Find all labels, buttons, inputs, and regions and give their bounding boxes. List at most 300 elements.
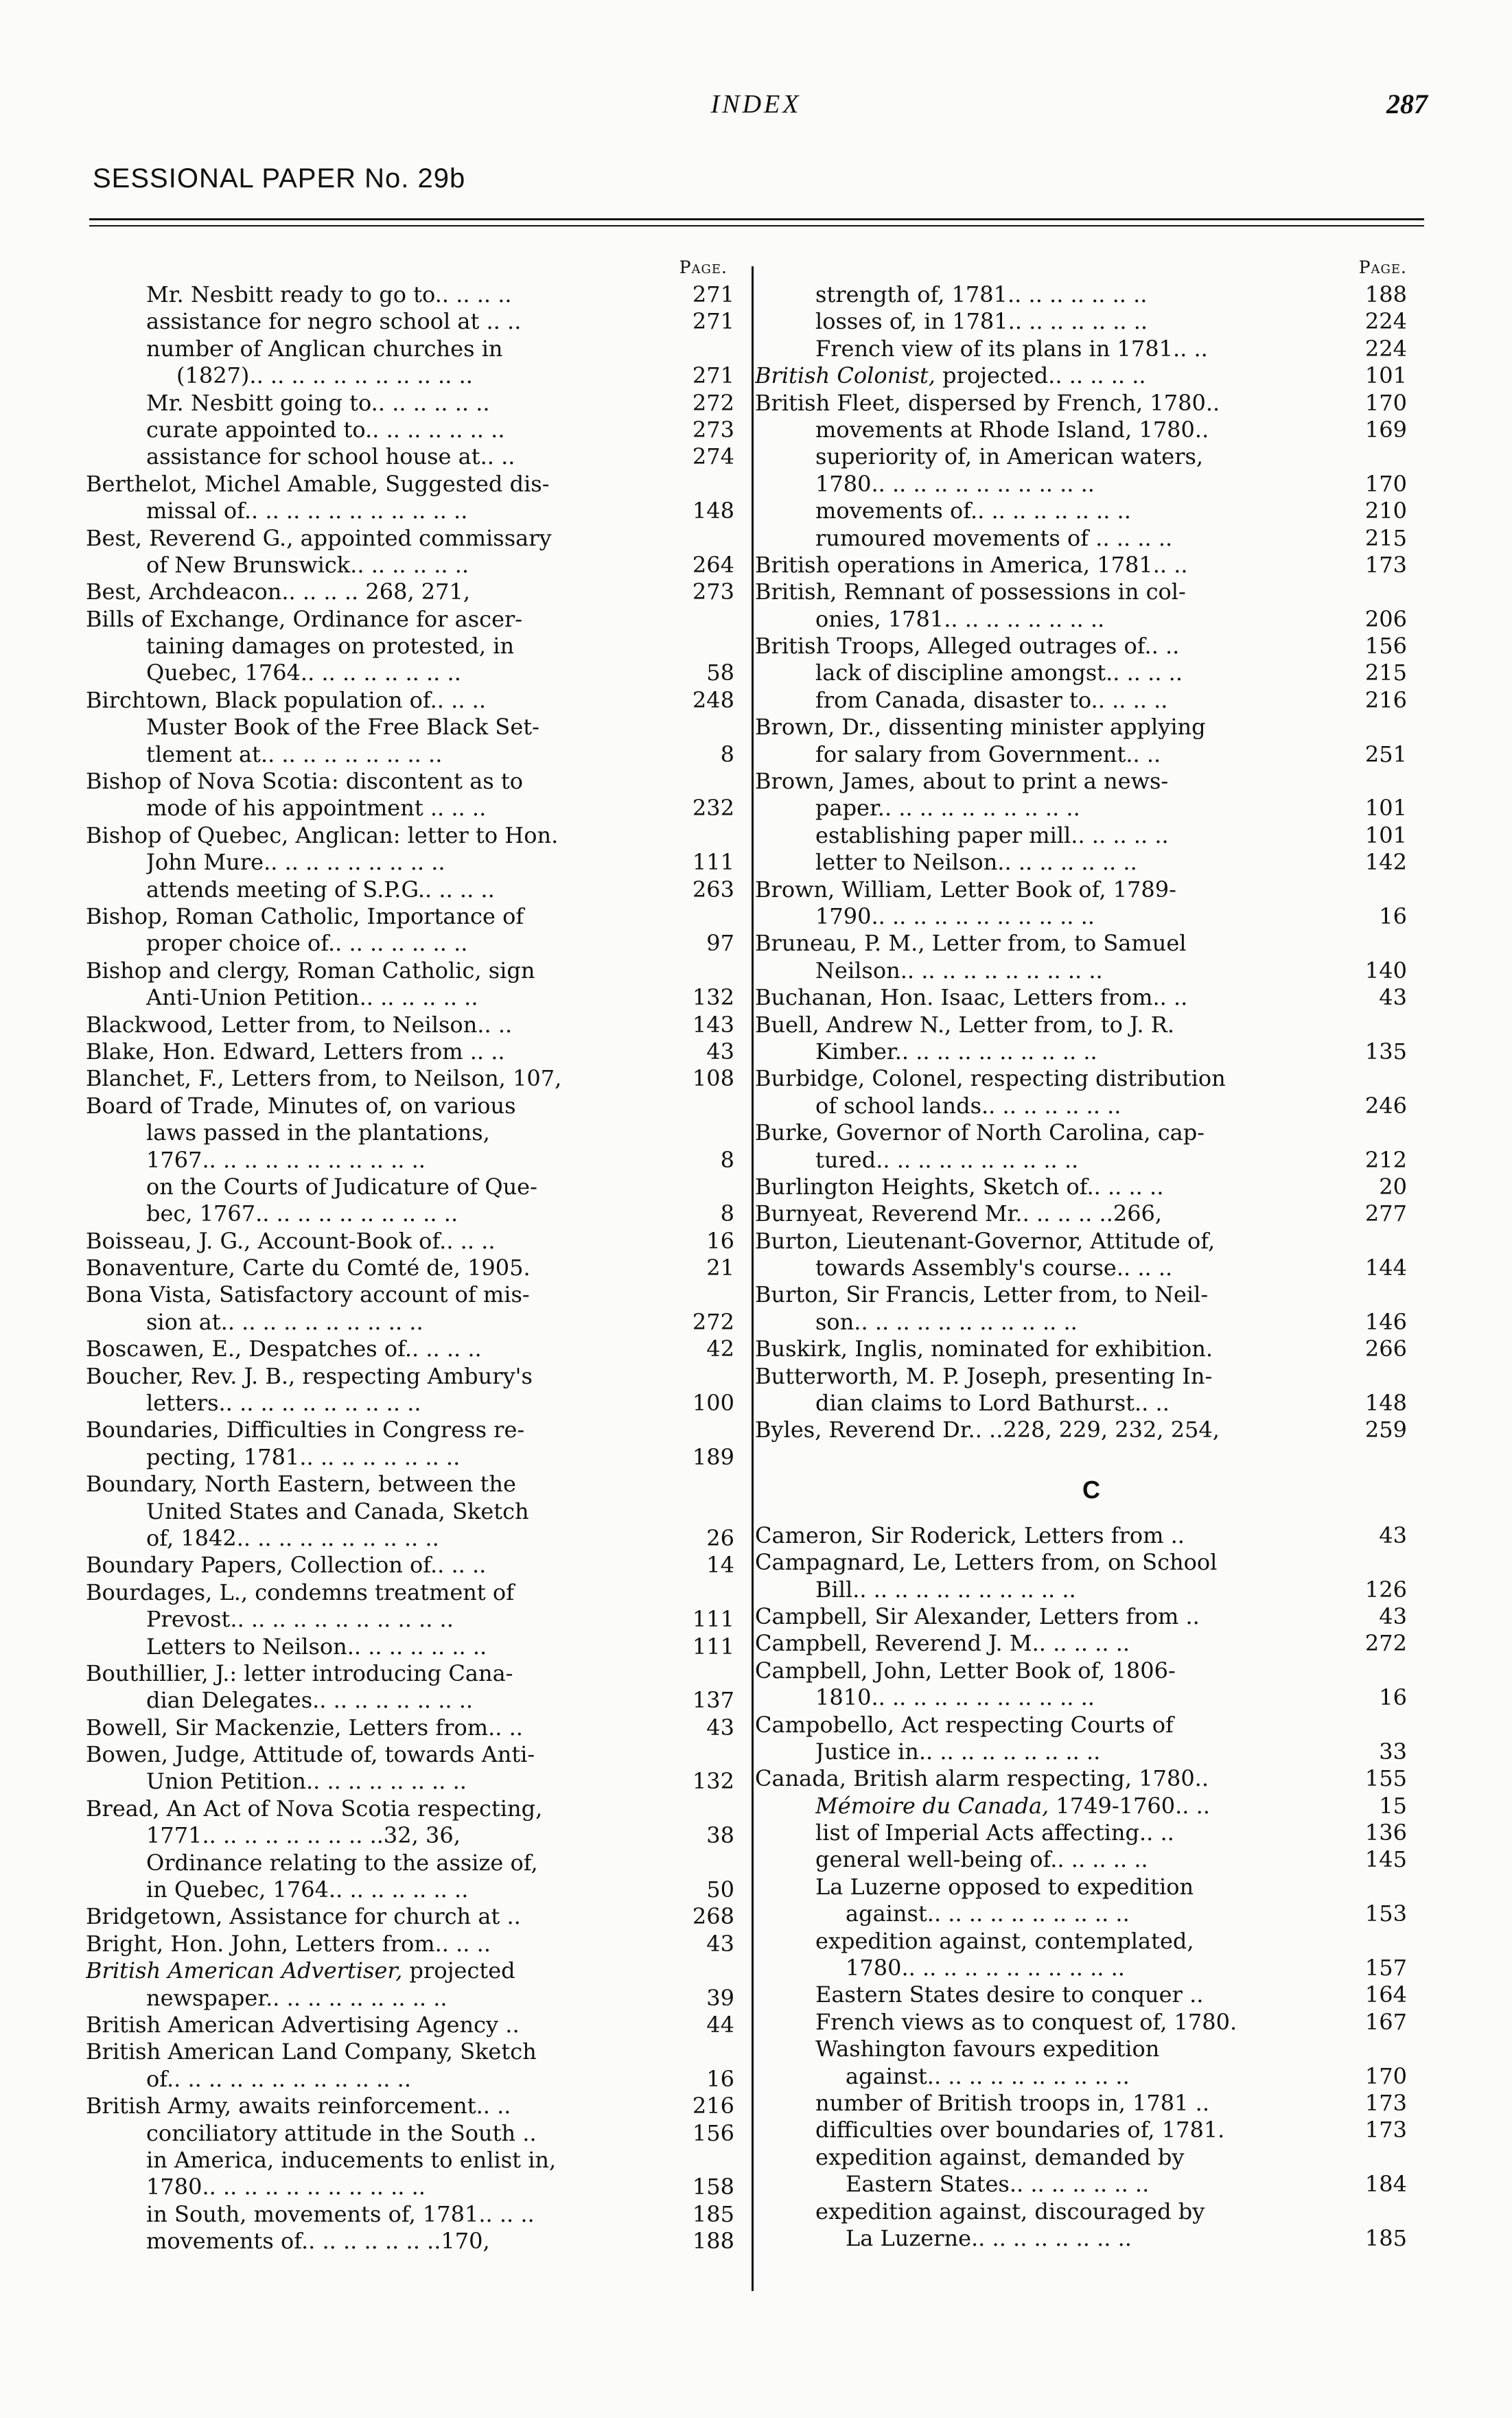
index-entry-text: difficulties over boundaries of, 1781.: [815, 2117, 1225, 2143]
index-entry: [755, 1255, 1428, 1281]
index-entry: [86, 1471, 741, 1498]
index-entry-text: Muster Book of the Free Black Set-: [146, 714, 539, 741]
index-entry-page: 167: [1361, 2009, 1407, 2036]
index-entry-text: 1767.. .. .. .. .. .. .. .. .. .. ..: [146, 1146, 426, 1173]
index-entry-text: losses of, in 1781.. .. .. .. .. .. ..: [815, 308, 1148, 335]
index-entry: [755, 930, 1428, 957]
index-entry: [755, 1417, 1428, 1443]
index-entry-text: letter to Neilson.. .. .. .. .. .. ..: [815, 849, 1137, 876]
index-entry-text: Bishop of Nova Scotia: discontent as to: [86, 768, 523, 795]
index-entry-text: British operations in America, 1781.. ..: [755, 551, 1188, 578]
index-entry-page: 215: [1361, 660, 1407, 686]
index-entry: [755, 308, 1428, 335]
index-entry-text: British American Land Company, Sketch: [86, 2038, 537, 2065]
index-entry-text: of, 1842.. .. .. .. .. .. .. .. .. ..: [146, 1524, 439, 1551]
index-entry-page: 274: [688, 443, 734, 470]
index-entry-page: 148: [688, 498, 734, 524]
index-entry-text: Burton, Sir Francis, Letter from, to Neil-: [755, 1281, 1209, 1308]
index-entry-text: general well-being of.. .. .. .. ..: [815, 1846, 1148, 1873]
index-entry-text: Ordinance relating to the assize of,: [146, 1849, 538, 1876]
index-entry-page: 135: [1361, 1038, 1407, 1065]
index-entry: [755, 1309, 1428, 1336]
index-entry: [86, 1119, 741, 1146]
index-entry-text: Union Petition.. .. .. .. .. .. .. ..: [146, 1768, 467, 1795]
index-entry-page: 210: [1361, 498, 1407, 524]
index-entry-text: laws passed in the plantations,: [146, 1119, 490, 1146]
index-entry: [755, 1684, 1428, 1711]
index-entry: [86, 1903, 741, 1930]
index-entry: [86, 2147, 741, 2174]
index-entry-page: 143: [688, 1012, 734, 1038]
index-entry-text: Board of Trade, Minutes of, on various: [86, 1092, 516, 1119]
index-entry: [86, 1200, 741, 1227]
index-entry-text: Burnyeat, Reverend Mr.. .. .. .. ..266,: [755, 1200, 1163, 1227]
index-entry-text: letters.. .. .. .. .. .. .. .. .. ..: [146, 1390, 421, 1417]
index-entry: [755, 1228, 1428, 1255]
index-entry-page: 272: [1361, 1630, 1407, 1657]
index-entry-page: 259: [1361, 1417, 1407, 1443]
index-entry: [86, 1660, 741, 1687]
index-entry-page: 132: [688, 984, 734, 1011]
index-entry: [86, 1012, 741, 1038]
index-entry-page: 224: [1361, 336, 1407, 362]
index-entry-text: number of British troops in, 1781 ..: [815, 2090, 1209, 2116]
index-entry: [755, 984, 1428, 1011]
index-entry-page: 185: [1361, 2225, 1407, 2252]
index-entry-text: Buskirk, Inglis, nominated for exhibition.: [755, 1336, 1213, 1362]
index-entry-page: 157: [1361, 1955, 1407, 1981]
index-entry: [86, 876, 741, 903]
index-entry-page: 101: [1361, 822, 1407, 849]
index-entry: [86, 2228, 741, 2255]
index-entry: [755, 1038, 1428, 1065]
index-entry-text: assistance for negro school at .. ..: [146, 308, 522, 335]
index-entry-page: 248: [688, 687, 734, 714]
index-entry: [755, 1793, 1428, 1820]
index-entry-page: 188: [1361, 281, 1407, 308]
index-entry: [86, 1552, 741, 1579]
index-entry: [755, 903, 1428, 930]
index-entry: [755, 471, 1428, 498]
index-entry: [755, 1336, 1428, 1362]
index-entry-text: on the Courts of Judicature of Que-: [146, 1173, 537, 1200]
index-entry-page: 156: [1361, 633, 1407, 660]
index-entry-text: Boscawen, E., Despatches of.. .. .. ..: [86, 1336, 482, 1362]
index-entry-text: dian claims to Lord Bathurst.. ..: [815, 1390, 1170, 1417]
index-entry-text: paper.. .. .. .. .. .. .. .. .. ..: [815, 795, 1080, 822]
index-entry-page: 15: [1375, 1793, 1407, 1820]
index-entry: [755, 741, 1428, 768]
index-entry: [755, 552, 1428, 579]
index-entry: [86, 1336, 741, 1362]
index-entry: [86, 443, 741, 470]
index-entry: [755, 2171, 1428, 2198]
index-entry-text: number of Anglican churches in: [146, 335, 503, 362]
index-entry-text: British Fleet, dispersed by French, 1780..: [755, 389, 1220, 416]
index-entry: [86, 930, 741, 957]
index-entry: [86, 606, 741, 633]
index-entry-text: Burke, Governor of North Carolina, cap-: [755, 1119, 1205, 1146]
index-entry: [86, 1714, 741, 1741]
index-entry-page: 140: [1361, 957, 1407, 984]
index-entry: [755, 1390, 1428, 1417]
index-entry-text: 1771.. .. .. .. .. .. .. .. ..32, 36,: [146, 1822, 461, 1849]
index-entry-page: 170: [1361, 390, 1407, 417]
index-entry-page: 39: [702, 1985, 734, 2012]
index-entry-page: 43: [1375, 1603, 1407, 1630]
index-entry-text: Washington favours expedition: [815, 2036, 1160, 2062]
index-entry-text: Byles, Reverend Dr.. ..228, 229, 232, 254,: [755, 1417, 1220, 1443]
index-entry-text: conciliatory attitude in the South ..: [146, 2119, 537, 2146]
index-entry: [86, 1498, 741, 1525]
index-entry: [86, 1850, 741, 1876]
index-entry-text: in America, inducements to enlist in,: [146, 2146, 557, 2173]
index-entry-page: 173: [1361, 2117, 1407, 2143]
index-entry-page: 8: [717, 1147, 734, 1174]
index-entry: [755, 660, 1428, 686]
index-entry-text: in Quebec, 1764.. .. .. .. .. .. ..: [146, 1876, 469, 1903]
index-entry-page: 251: [1361, 741, 1407, 768]
index-entry-text: 1810.. .. .. .. .. .. .. .. .. .. ..: [815, 1684, 1095, 1711]
index-entry-page: 145: [1361, 1846, 1407, 1873]
index-entry-text: (1827).. .. .. .. .. .. .. .. .. .. ..: [176, 362, 473, 389]
index-entry-text: La Luzerne opposed to expedition: [815, 1873, 1194, 1900]
index-entry-page: 101: [1361, 795, 1407, 822]
index-entry-page: 43: [702, 1931, 734, 1957]
index-entry-text: Bishop and clergy, Roman Catholic, sign: [86, 957, 535, 984]
index-entry-text: expedition against, discouraged by: [815, 2198, 1205, 2224]
index-entry: [755, 606, 1428, 633]
index-entry-page: 173: [1361, 552, 1407, 579]
index-entry: [755, 1739, 1428, 1765]
index-entry: [755, 1874, 1428, 1900]
index-entry: [86, 1038, 741, 1065]
index-entry-page: 272: [688, 1309, 734, 1336]
index-entry-page: 142: [1361, 849, 1407, 876]
index-entry-text: attends meeting of S.P.G.. .. .. ..: [146, 876, 495, 903]
index-entry: [755, 795, 1428, 822]
index-entry: [86, 2038, 741, 2065]
index-entry-text: newspaper.. .. .. .. .. .. .. .. ..: [146, 1984, 447, 2011]
index-entry: [755, 498, 1428, 524]
index-entry-page: 216: [688, 2093, 734, 2119]
index-entry: [755, 768, 1428, 795]
index-entry: [755, 1846, 1428, 1873]
index-entry-text: rumoured movements of .. .. .. ..: [815, 524, 1173, 551]
index-entry-text: missal of.. .. .. .. .. .. .. .. .. .. ..: [146, 498, 468, 524]
index-entry-page: 50: [702, 1876, 734, 1903]
index-entry-text: La Luzerne.. .. .. .. .. .. .. ..: [846, 2224, 1132, 2251]
index-entry-page: 216: [1361, 687, 1407, 714]
index-entry-page: 137: [688, 1687, 734, 1714]
index-entry-page: 58: [702, 660, 734, 686]
index-entry: [86, 1931, 741, 1957]
index-entry-page: 43: [702, 1714, 734, 1741]
index-entry-page: 155: [1361, 1765, 1407, 1792]
index-entry-text: Campbell, John, Letter Book of, 1806-: [755, 1657, 1176, 1684]
index-entry-text: Bourdages, L., condemns treatment of: [86, 1579, 515, 1605]
index-entry: [755, 1174, 1428, 1200]
index-entry-text: Burlington Heights, Sketch of.. .. .. ..: [755, 1173, 1164, 1200]
index-entry: [86, 687, 741, 714]
index-entry: [86, 579, 741, 605]
index-entry: [755, 443, 1428, 470]
index-entry-text: pecting, 1781.. .. .. .. .. .. .. ..: [146, 1443, 461, 1470]
index-entry-text: son.. .. .. .. .. .. .. .. .. .. ..: [815, 1308, 1078, 1335]
index-entry: [86, 984, 741, 1011]
index-entry-text: Bona Vista, Satisfactory account of mis-: [86, 1281, 530, 1308]
index-entry-text: Best, Reverend G., appointed commissary: [86, 524, 552, 551]
index-entry-text: of.. .. .. .. .. .. .. .. .. .. .. ..: [146, 2065, 411, 2092]
index-entry-text: Buell, Andrew N., Letter from, to J. R.: [755, 1011, 1174, 1038]
index-entry-page: 153: [1361, 1900, 1407, 1927]
index-entry-page: 189: [688, 1444, 734, 1471]
index-entry-text: Bruneau, P. M., Letter from, to Samuel: [755, 930, 1187, 957]
index-entry-text: movements of.. .. .. .. .. .. .. ..: [815, 498, 1131, 524]
index-entry-page: 264: [688, 552, 734, 579]
index-entry: [755, 2009, 1428, 2036]
index-entry-text: Bishop, Roman Catholic, Importance of: [86, 903, 524, 929]
index-entry-text: British Troops, Alleged outrages of.. ..: [755, 633, 1180, 660]
index-entry-page: 173: [1361, 2090, 1407, 2117]
index-entry: [86, 1606, 741, 1633]
index-entry-text: against.. .. .. .. .. .. .. .. .. ..: [846, 1900, 1130, 1927]
index-entry: [755, 687, 1428, 714]
index-entry: [86, 903, 741, 930]
index-entry: [86, 849, 741, 876]
left-column: [86, 254, 741, 2255]
index-entry-list: [755, 281, 1428, 1444]
index-entry-page: 188: [688, 2228, 734, 2255]
index-entry: [86, 1255, 741, 1281]
index-entry-page: 101: [1361, 362, 1407, 389]
index-entry: [86, 1795, 741, 1822]
section-letter-heading: C: [1082, 1475, 1100, 1504]
index-entry-text: towards Assembly's course.. .. ..: [815, 1255, 1173, 1281]
index-entry: [86, 1822, 741, 1849]
index-entry-text: Campagnard, Le, Letters from, on School: [755, 1549, 1218, 1576]
index-entry-page: 136: [1361, 1820, 1407, 1846]
index-entry-text: Cameron, Sir Roderick, Letters from ..: [755, 1522, 1185, 1548]
index-entry: [86, 336, 741, 362]
index-entry: [86, 1579, 741, 1606]
index-entry-list: [86, 281, 741, 2255]
index-entry: [86, 633, 741, 660]
index-entry: [755, 1281, 1428, 1308]
index-entry: [86, 1768, 741, 1795]
index-entry: [755, 525, 1428, 552]
index-entry: [755, 336, 1428, 362]
index-entry-text: French views as to conquest of, 1780.: [815, 2008, 1237, 2035]
index-entry-page: 144: [1361, 1255, 1407, 1281]
index-entry: [86, 768, 741, 795]
index-entry-text: taining damages on protested, in: [146, 633, 515, 660]
header-rule-bottom: [89, 225, 1424, 226]
index-entry: [86, 2201, 741, 2228]
index-entry-page: 184: [1361, 2171, 1407, 2198]
index-entry: [86, 417, 741, 443]
index-entry-text: dian Delegates.. .. .. .. .. .. .. ..: [146, 1687, 474, 1714]
index-entry: [755, 1712, 1428, 1739]
index-entry-text: movements at Rhode Island, 1780..: [815, 416, 1209, 443]
index-entry: [755, 2090, 1428, 2117]
column-divider: [752, 266, 754, 2291]
index-entry-text: British American Advertising Agency ..: [86, 2012, 520, 2038]
index-entry-text: 1780.. .. .. .. .. .. .. .. .. .. ..: [146, 2174, 426, 2200]
index-entry-text: Prevost.. .. .. .. .. .. .. .. .. .. ..: [146, 1606, 454, 1633]
index-entry-page: 42: [702, 1336, 734, 1362]
index-entry-page: 263: [688, 876, 734, 903]
index-entry-text: 1780.. .. .. .. .. .. .. .. .. .. ..: [815, 470, 1095, 497]
index-entry-text: Boucher, Rev. J. B., respecting Ambury's: [86, 1362, 533, 1389]
index-entry: [755, 1363, 1428, 1390]
index-entry-text: British, Remnant of possessions in col-: [755, 579, 1186, 605]
index-entry: [86, 2066, 741, 2093]
index-entry-text: Mr. Nesbitt ready to go to.. .. .. ..: [146, 281, 512, 307]
index-entry-text: curate appointed to.. .. .. .. .. .. ..: [146, 416, 505, 443]
index-entry-page: 108: [688, 1065, 734, 1092]
index-entry-text: in South, movements of, 1781.. .. ..: [146, 2200, 535, 2227]
index-entry: [86, 660, 741, 686]
index-entry: [755, 1200, 1428, 1227]
index-entry: [86, 1174, 741, 1200]
index-entry: [755, 1549, 1428, 1576]
index-entry-text: United States and Canada, Sketch: [146, 1498, 529, 1524]
index-entry-page: 100: [688, 1390, 734, 1417]
index-entry: [755, 1093, 1428, 1119]
index-entry-text: 1780.. .. .. .. .. .. .. .. .. .. ..: [846, 1955, 1125, 1981]
index-entry: [86, 525, 741, 552]
index-entry-text: Bishop of Quebec, Anglican: letter to Hon.: [86, 822, 559, 848]
index-entry-page: 8: [717, 741, 734, 768]
index-entry-text: 1790.. .. .. .. .. .. .. .. .. .. ..: [815, 903, 1095, 929]
index-entry-page: 132: [688, 1768, 734, 1795]
index-entry-text: strength of, 1781.. .. .. .. .. .. ..: [815, 281, 1148, 307]
index-entry-page: 266: [1361, 1336, 1407, 1362]
index-entry-page: 43: [1375, 1522, 1407, 1549]
index-entry: [755, 2063, 1428, 2090]
index-entry: [755, 2117, 1428, 2143]
index-entry-text: Birchtown, Black population of.. .. ..: [86, 686, 486, 713]
index-entry: [86, 390, 741, 417]
index-entry: [755, 1065, 1428, 1092]
index-entry: [86, 1093, 741, 1119]
index-entry: [755, 417, 1428, 443]
index-entry-text: British Colonist, projected.. .. .. .. ..: [755, 362, 1146, 389]
index-entry: [86, 498, 741, 524]
index-entry-text: movements of.. .. .. .. .. .. ..170,: [146, 2228, 490, 2255]
index-entry: [755, 876, 1428, 903]
index-entry: [86, 1065, 741, 1092]
index-entry-text: Best, Archdeacon.. .. .. .. 268, 271,: [86, 579, 471, 605]
index-entry: [86, 2093, 741, 2119]
index-entry: [755, 390, 1428, 417]
index-entry: [755, 2198, 1428, 2225]
index-entry-page: 26: [702, 1525, 734, 1552]
index-entry: [755, 1981, 1428, 2008]
index-entry-text: Bridgetown, Assistance for church at ..: [86, 1903, 521, 1930]
column-head-page: Page.: [679, 257, 728, 277]
index-entry-text: French view of its plans in 1781.. ..: [815, 335, 1208, 362]
index-entry: [755, 362, 1428, 389]
index-entry-text: list of Imperial Acts affecting.. ..: [815, 1820, 1174, 1846]
index-entry-page: 212: [1361, 1147, 1407, 1174]
index-entry-page: 16: [702, 2066, 734, 2093]
index-entry-page: 272: [688, 390, 734, 417]
index-entry-text: Campbell, Sir Alexander, Letters from ..: [755, 1603, 1200, 1629]
index-entry-text: Buchanan, Hon. Isaac, Letters from.. ..: [755, 984, 1188, 1011]
index-entry-text: Bowell, Sir Mackenzie, Letters from.. ..: [86, 1714, 523, 1741]
index-entry-text: Butterworth, M. P. Joseph, presenting In-: [755, 1362, 1213, 1389]
index-entry-text: British American Advertiser, projected: [86, 1957, 515, 1984]
index-entry: [755, 822, 1428, 849]
index-entry-page: 16: [702, 1228, 734, 1255]
index-entry-text: tured.. .. .. .. .. .. .. .. .. ..: [815, 1146, 1079, 1173]
index-entry: [755, 2144, 1428, 2171]
index-entry-page: 8: [717, 1200, 734, 1227]
index-entry: [86, 1417, 741, 1443]
index-entry: [755, 1630, 1428, 1657]
index-entry: [86, 1634, 741, 1660]
index-entry-page: 111: [688, 1606, 734, 1633]
index-entry: [86, 1444, 741, 1471]
index-entry-page: 215: [1361, 525, 1407, 552]
index-entry: [86, 2120, 741, 2147]
index-entry-page: 169: [1361, 417, 1407, 443]
sessional-paper-label: SESSIONAL PAPER No. 29b: [93, 163, 466, 194]
index-entry-text: Blackwood, Letter from, to Neilson.. ..: [86, 1011, 513, 1038]
index-entry-page: 170: [1361, 471, 1407, 498]
index-entry-page: 33: [1375, 1739, 1407, 1765]
index-entry-text: Neilson.. .. .. .. .. .. .. .. .. ..: [815, 957, 1103, 984]
index-entry-text: expedition against, contemplated,: [815, 1927, 1194, 1954]
index-entry-text: mode of his appointment .. .. ..: [146, 795, 487, 822]
index-entry-text: Justice in.. .. .. .. .. .. .. .. ..: [815, 1738, 1101, 1765]
index-entry-page: 16: [1375, 903, 1407, 930]
index-entry: [755, 1765, 1428, 1792]
index-entry-page: 232: [688, 795, 734, 822]
index-entry-text: Bonaventure, Carte du Comté de, 1905.: [86, 1255, 531, 1281]
index-entry: [86, 714, 741, 741]
index-entry-text: Berthelot, Michel Amable, Suggested dis-: [86, 470, 550, 497]
index-entry: [86, 281, 741, 308]
index-entry-text: Bill.. .. .. .. .. .. .. .. .. .. ..: [815, 1576, 1076, 1603]
index-entry-text: expedition against, demanded by: [815, 2143, 1185, 2170]
index-entry: [755, 633, 1428, 660]
index-entry-text: establishing paper mill.. .. .. .. ..: [815, 822, 1169, 848]
index-entry-page: 21: [702, 1255, 734, 1281]
index-entry-text: lack of discipline amongst.. .. .. ..: [815, 660, 1183, 686]
index-entry-text: Brown, Dr., dissenting minister applying: [755, 714, 1206, 741]
index-entry-text: Quebec, 1764.. .. .. .. .. .. .. ..: [146, 660, 461, 686]
index-entry: [86, 2174, 741, 2200]
index-entry: [755, 714, 1428, 741]
index-entry: [86, 822, 741, 849]
index-entry-text: Boundaries, Difficulties in Congress re-: [86, 1417, 525, 1443]
column-head-page: Page.: [1358, 257, 1407, 277]
index-entry: [755, 1012, 1428, 1038]
index-entry-page: 126: [1361, 1577, 1407, 1603]
index-entry-text: Burbidge, Colonel, respecting distribution: [755, 1065, 1226, 1092]
index-entry-text: Boundary, North Eastern, between the: [86, 1471, 516, 1498]
header-rule-top: [89, 218, 1424, 220]
index-entry-text: Anti-Union Petition.. .. .. .. .. ..: [146, 984, 478, 1011]
index-entry-text: Bouthillier, J.: letter introducing Cana-: [86, 1660, 513, 1686]
index-entry-text: Blake, Hon. Edward, Letters from .. ..: [86, 1038, 505, 1065]
index-entry-page: 156: [688, 2120, 734, 2147]
index-entry-page: 111: [688, 1634, 734, 1660]
index-entry-text: against.. .. .. .. .. .. .. .. .. ..: [846, 2062, 1130, 2089]
